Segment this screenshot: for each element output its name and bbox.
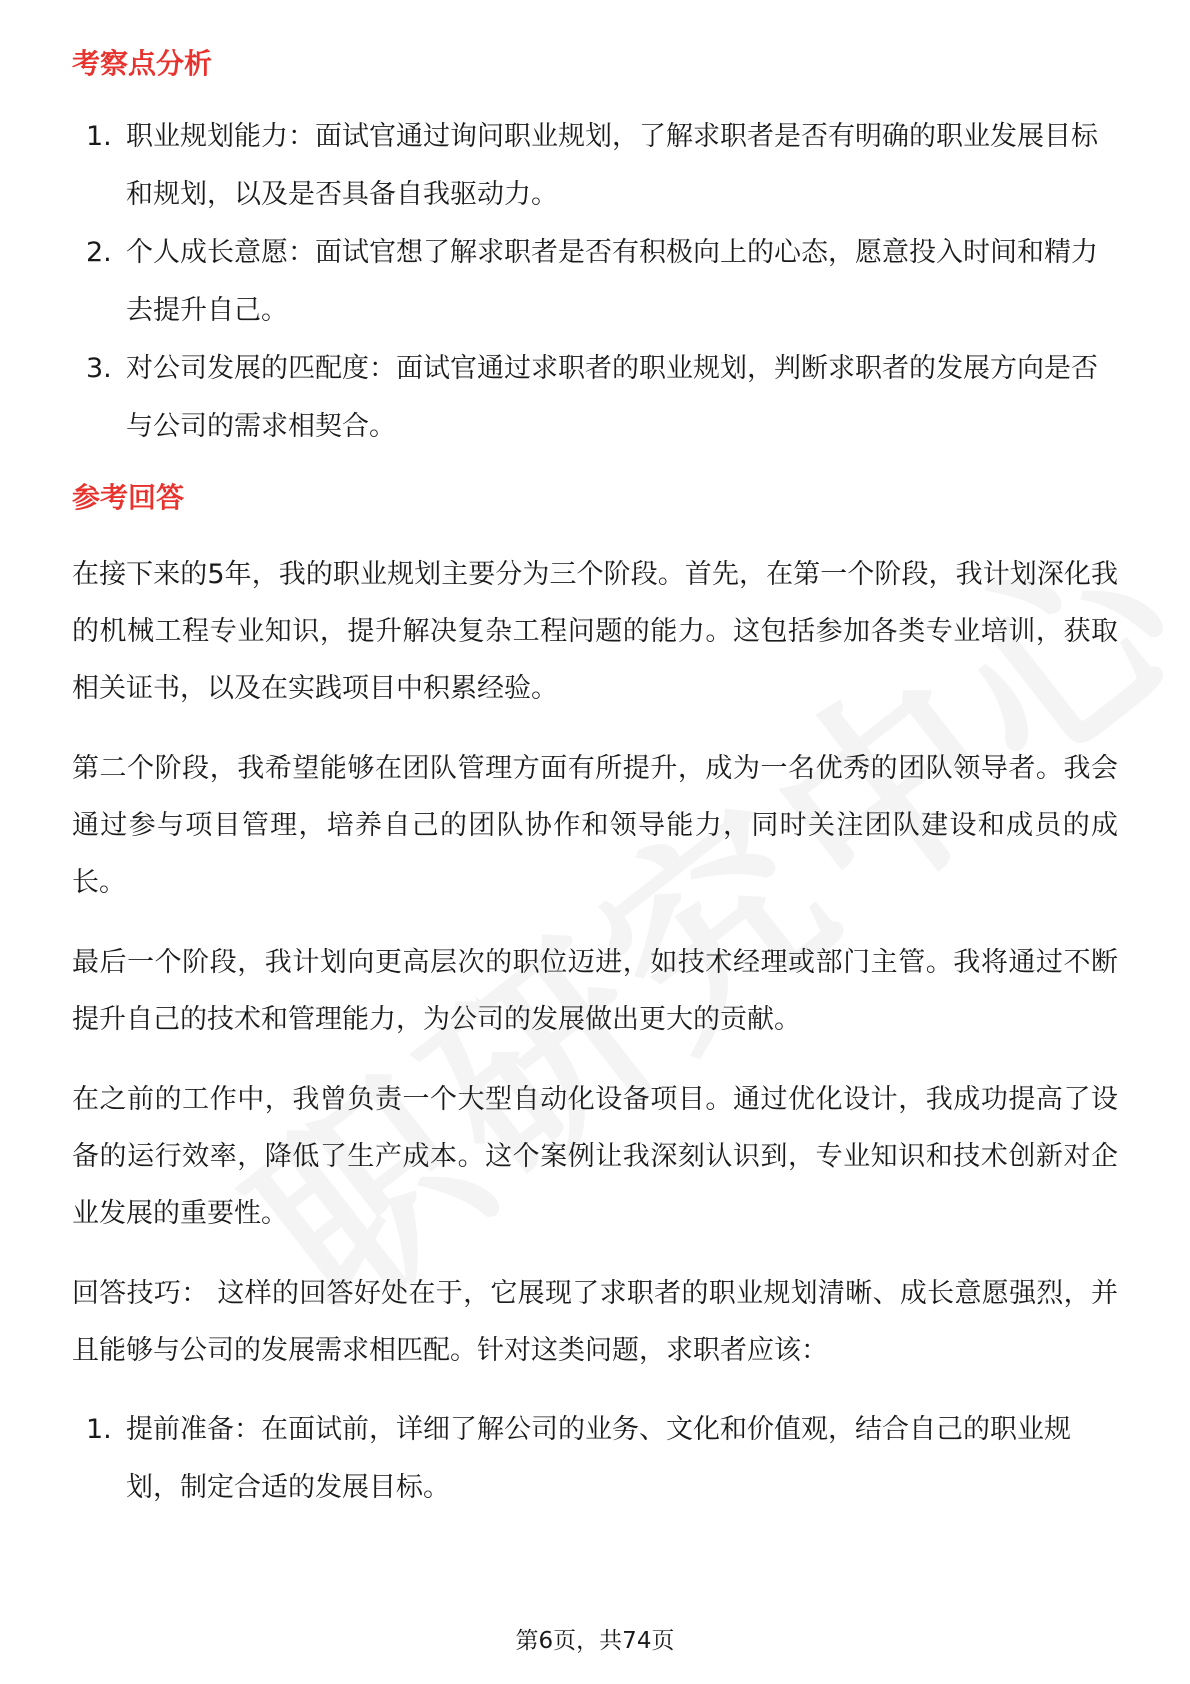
list-item: [72, 108, 1118, 224]
document-page: [72, 44, 1118, 1517]
analysis-list: [72, 108, 1118, 456]
answer-paragraph: 在接下来的5年，我的职业规划主要分为三个阶段。首先，在第一个阶段，我计划深化我的机械工程专业知识，提升解决复杂工程问题的能力。这包括参加各类专业培训，获取相关证书，以及在实践项目中积累经验。: [72, 559, 1118, 704]
list-item: [72, 1401, 1118, 1517]
list-item-text: 对公司发展的匹配度：面试官通过求职者的职业规划，判断求职者的发展方向是否与公司的需求相契合。: [126, 353, 1098, 442]
answer-paragraph: 在之前的工作中，我曾负责一个大型自动化设备项目。通过优化设计，我成功提高了设备的运行效率，降低了生产成本。这个案例让我深刻认识到，专业知识和技术创新对企业发展的重要性。: [72, 1084, 1118, 1229]
list-number: 2.: [86, 237, 112, 268]
section-heading-analysis: 考察点分析: [72, 47, 213, 80]
tips-list: [72, 1401, 1118, 1517]
list-item: [72, 224, 1118, 340]
list-item-text: 提前准备：在面试前，详细了解公司的业务、文化和价值观，结合自己的职业规划，制定合适的发展目标。: [126, 1414, 1071, 1503]
tips-paragraph: 回答技巧： 这样的回答好处在于，它展现了求职者的职业规划清晰、成长意愿强烈，并且能够与公司的发展需求相匹配。针对这类问题，求职者应该：: [72, 1278, 1118, 1366]
section-heading-answer: 参考回答: [72, 481, 185, 514]
page-number-footer: 第6页，共74页: [515, 1628, 675, 1654]
list-number: 3.: [86, 353, 112, 384]
list-number: 1.: [86, 1414, 112, 1445]
answer-paragraph: 第二个阶段，我希望能够在团队管理方面有所提升，成为一名优秀的团队领导者。我会通过参与项目管理，培养自己的团队协作和领导能力，同时关注团队建设和成员的成长。: [72, 753, 1118, 898]
list-item: [72, 340, 1118, 456]
list-number: 1.: [86, 121, 112, 152]
answer-paragraph: 最后一个阶段，我计划向更高层次的职位迈进，如技术经理或部门主管。我将通过不断提升自己的技术和管理能力，为公司的发展做出更大的贡献。: [72, 947, 1118, 1035]
list-item-text: 职业规划能力：面试官通过询问职业规划，了解求职者是否有明确的职业发展目标和规划，以及是否具备自我驱动力。: [126, 121, 1098, 210]
list-item-text: 个人成长意愿：面试官想了解求职者是否有积极向上的心态，愿意投入时间和精力去提升自己。: [126, 237, 1098, 326]
